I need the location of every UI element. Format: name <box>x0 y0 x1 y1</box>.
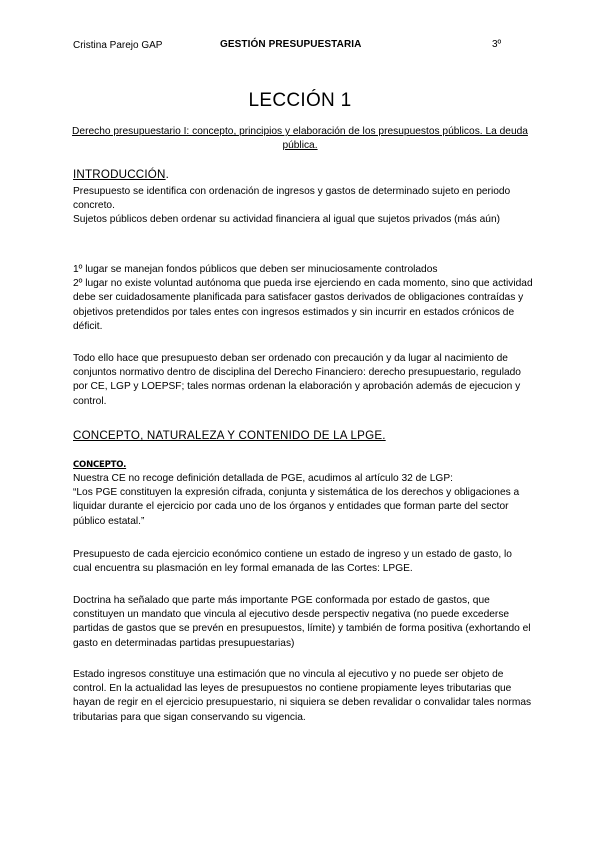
intro-block <box>73 185 533 228</box>
concept-paragraph-1: Nuestra CE no recoge definición detallada de PGE, acudimos al artículo 32 de LGP: <box>73 473 453 484</box>
intro-heading: INTRODUCCIÓN <box>73 168 166 181</box>
concept-block <box>73 472 533 529</box>
concept-paragraph-3: Doctrina ha señalado que parte más importante PGE conformada por estado de gastos, que constituyen un mandato que vincula al ejecutivo desde perspectiv negativa (no puede excederse partidas de gastos que se prevén en presupuestos, límite) y también de forma positiva (exhortando el gasto en determinadas partidas presupuestarias) <box>73 595 531 649</box>
header-title: GESTIÓN PRESUPUESTARIA <box>220 39 362 50</box>
lesson-subtitle: Derecho presupuestario I: concepto, principios y elaboración de los presupuestos públicos. La deuda pública. <box>72 126 528 151</box>
concept-paragraph-2: Presupuesto de cada ejercicio económico contiene un estado de ingreso y un estado de gasto, lo cual encuentra su plasmación en ley formal emanada de las Cortes: LPGE. <box>73 549 512 575</box>
concept-quote: “Los PGE constituyen la expresión cifrada, conjunta y sistemática de los derechos y obligaciones a liquidar durante el ejercicio por cada uno de los órganos y entidades que forman parte del sector público estatal.” <box>73 487 520 527</box>
intro-point-2: 2º lugar no existe voluntad autónoma que pueda irse ejerciendo en cada momento, sino que actividad debe ser cuidadosamente planificada para satisfacer gastos derivados de obligaciones contraídas y objetivos pretendidos por tales entes con ingresos estimados y sin incurrir en estados crónicos de déficit. <box>73 278 533 332</box>
intro-heading-line <box>73 167 533 182</box>
intro-paragraph-1: Presupuesto se identifica con ordenación de ingresos y gastos de determinado sujeto en periodo concreto. <box>73 186 511 212</box>
header-course: 3º <box>492 39 502 50</box>
intro-paragraph-5: Todo ello hace que presupuesto deban ser ordenado con precaución y da lugar al nacimiento de conjuntos normativo dentro de disciplina del Derecho Financiero: derecho presupuestario, regulado por CE, LGP y LOEPSF; tales normas ordenan la elaboración y aprobación además de ejecucion y control. <box>73 353 521 407</box>
header-author: Cristina Parejo GAP <box>73 40 163 51</box>
concept-paragraph-4: Estado ingresos constituye una estimación que no vincula al ejecutivo y no puede ser objeto de control. En la actualidad las leyes de presupuestos no contiene propiamente leyes tributarias que hayan de regir en el ejercicio presupuestario, ni siquiera se deben revalidar o convalidar tales normas tributarias para que sigan conservando su vigencia. <box>73 669 532 723</box>
intro-paragraph-2: Sujetos públicos deben ordenar su actividad financiera al igual que sujetos privados (más aún) <box>73 214 500 226</box>
intro-heading-suffix: . <box>165 168 169 181</box>
intro-point-1: 1º lugar se manejan fondos públicos que deben ser minuciosamente controlados <box>73 264 438 275</box>
concept-label: CONCEPTO. <box>73 460 127 470</box>
concept-section-heading: CONCEPTO, NATURALEZA Y CONTENIDO DE LA LPGE. <box>73 429 386 442</box>
lesson-title: LECCIÓN 1 <box>248 90 352 111</box>
intro-points <box>73 263 533 334</box>
